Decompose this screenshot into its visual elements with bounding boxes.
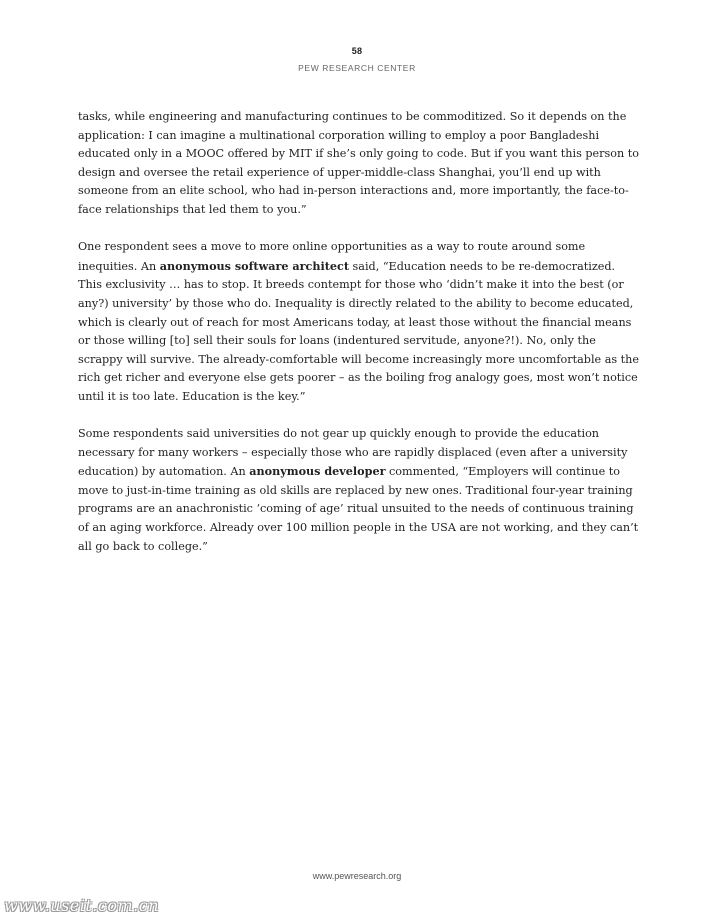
paragraph bbox=[78, 108, 640, 220]
text-line bbox=[78, 519, 640, 538]
text-line bbox=[78, 108, 640, 127]
text-line bbox=[78, 295, 640, 314]
text-segment: move to just-in-time training as old skills are replaced by new ones. Traditional four-year training bbox=[78, 483, 633, 497]
body-text bbox=[78, 108, 640, 575]
text-segment: someone from an elite school, who had in-person interactions and, more importantly, the face-to- bbox=[78, 184, 629, 198]
text-segment: This exclusivity … has to stop. It breeds contempt for those who ‘didn’t make it into the best (or bbox=[78, 278, 624, 292]
text-line bbox=[78, 127, 640, 146]
text-line bbox=[78, 425, 640, 444]
text-segment: tasks, while engineering and manufacturing continues to be commoditized. So it depends on the bbox=[78, 110, 627, 123]
watermark: www.useit.com.cn bbox=[4, 896, 160, 915]
text-segment: necessary for many workers – especially those who are rapidly displaced (even after a university bbox=[78, 445, 628, 459]
text-line bbox=[78, 388, 640, 407]
text-line bbox=[78, 182, 640, 201]
header-organization: PEW RESEARCH CENTER bbox=[298, 63, 416, 73]
text-segment: any?) university’ by those who do. Inequality is directly related to the ability to become educated, bbox=[78, 296, 634, 310]
text-segment: of an aging workforce. Already over 100 million people in the USA are not working, and they can’t bbox=[78, 521, 639, 535]
text-segment: inequities. An bbox=[78, 259, 160, 273]
text-line bbox=[78, 314, 640, 333]
emphasized-source: anonymous software architect bbox=[159, 258, 349, 273]
paragraph bbox=[78, 425, 640, 556]
text-line bbox=[78, 538, 640, 557]
text-segment: commented, “Employers will continue to bbox=[385, 465, 620, 479]
paragraph bbox=[78, 238, 640, 406]
text-segment: education) by automation. An bbox=[78, 465, 250, 479]
text-segment: rich get richer and everyone else gets poorer – as the boiling frog analogy goes, most won’t notice bbox=[78, 371, 638, 385]
text-segment: which is clearly out of reach for most Americans today, at least those without the financial means bbox=[78, 315, 632, 329]
text-segment: educated only in a MOOC offered by MIT if she’s only going to code. But if you want this person to bbox=[78, 147, 639, 161]
text-segment: Some respondents said universities do not gear up quickly enough to provide the education bbox=[78, 427, 600, 441]
text-segment: design and oversee the retail experience of upper-middle-class Shanghai, you’ll end up with bbox=[78, 165, 601, 179]
text-line bbox=[78, 257, 640, 277]
text-line bbox=[78, 351, 640, 370]
text-line bbox=[78, 462, 640, 482]
text-line bbox=[78, 369, 640, 388]
text-segment: all go back to college.” bbox=[78, 539, 208, 553]
text-line bbox=[78, 332, 640, 351]
text-line bbox=[78, 482, 640, 501]
text-line bbox=[78, 444, 640, 463]
text-segment: or those willing [to] sell their souls for loans (indentured servitude, anyone?!). No, only the bbox=[78, 334, 596, 348]
emphasized-source: anonymous developer bbox=[249, 464, 386, 479]
text-segment: One respondent sees a move to more online opportunities as a way to route around some bbox=[78, 240, 586, 254]
text-line bbox=[78, 238, 640, 257]
text-segment: until it is too late. Education is the key.” bbox=[78, 389, 306, 403]
text-line bbox=[78, 201, 640, 220]
footer-url[interactable]: www.pewresearch.org bbox=[312, 871, 402, 881]
text-segment: scrappy will survive. The already-comfortable will become increasingly more uncomfortable as the bbox=[78, 352, 639, 366]
text-segment: programs are an anachronistic ‘coming of age’ ritual unsuited to the needs of continuous training bbox=[78, 502, 634, 516]
page-number: 58 bbox=[351, 46, 363, 56]
text-line bbox=[78, 145, 640, 164]
text-line bbox=[78, 276, 640, 295]
text-segment: face relationships that led them to you.” bbox=[78, 202, 307, 216]
text-segment: said, “Education needs to be re-democratized. bbox=[349, 259, 616, 273]
text-line bbox=[78, 500, 640, 519]
text-segment: application: I can imagine a multinational corporation willing to employ a poor Bangladeshi bbox=[78, 128, 600, 142]
text-line bbox=[78, 164, 640, 183]
